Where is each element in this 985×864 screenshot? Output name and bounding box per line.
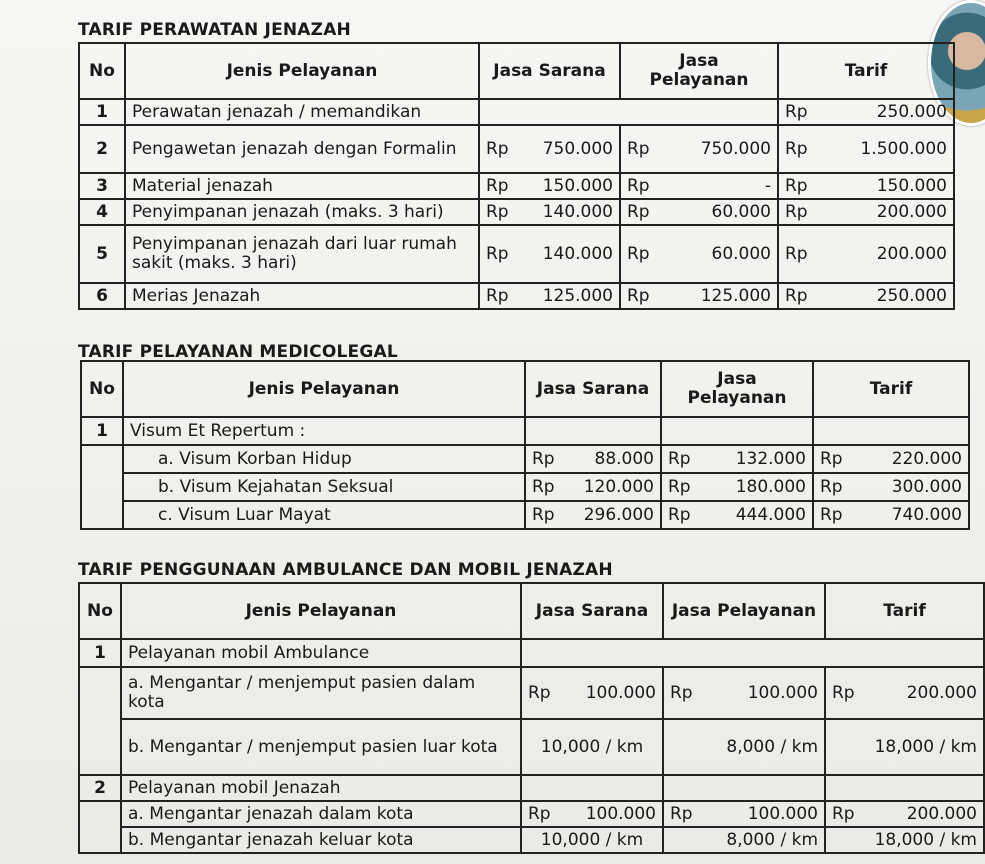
amount: 750.000 <box>542 138 613 159</box>
row-pelayanan <box>663 667 825 719</box>
amount: 100.000 <box>747 682 818 703</box>
row-sarana <box>479 225 620 283</box>
table-row <box>79 173 954 199</box>
currency-label: Rp <box>668 476 691 497</box>
amount: 140.000 <box>542 201 613 222</box>
amount: 150.000 <box>542 175 613 196</box>
section-title-perawatan: TARIF PERAWATAN JENAZAH <box>78 20 351 40</box>
amount: 250.000 <box>876 285 947 306</box>
header-pelayanan: Jasa Pelayanan <box>620 43 778 99</box>
table-row <box>81 501 969 529</box>
row-sarana <box>521 667 663 719</box>
row-sarana <box>479 283 620 309</box>
currency-label: Rp <box>785 101 808 122</box>
row-no: 1 <box>79 639 121 667</box>
row-service: Perawatan jenazah / memandikan <box>125 99 479 125</box>
row-no: 5 <box>79 225 125 283</box>
row-no: 4 <box>79 199 125 225</box>
row-tarif <box>813 445 969 473</box>
amount: 60.000 <box>711 201 771 222</box>
currency-label: Rp <box>528 682 551 703</box>
currency-label: Rp <box>785 243 808 264</box>
currency-label: Rp <box>528 803 551 824</box>
amount: 200.000 <box>906 803 977 824</box>
row-service: Visum Et Repertum : <box>123 417 525 445</box>
row-pelayanan <box>620 125 778 173</box>
row-no: 2 <box>79 125 125 173</box>
table-perawatan-jenazah <box>78 42 955 310</box>
row-tarif <box>778 99 954 125</box>
table-row <box>81 473 969 501</box>
row-empty-cell <box>521 639 984 667</box>
currency-label: Rp <box>668 504 691 525</box>
amount: 125.000 <box>542 285 613 306</box>
row-empty-cell <box>479 99 778 125</box>
amount: 100.000 <box>585 682 656 703</box>
table-row <box>79 719 984 775</box>
currency-label: Rp <box>670 682 693 703</box>
row-pelayanan: 8,000 / km <box>663 827 825 853</box>
row-pelayanan <box>661 501 813 529</box>
row-pelayanan <box>663 801 825 827</box>
row-service: a. Visum Korban Hidup <box>123 445 525 473</box>
row-sarana <box>479 125 620 173</box>
currency-label: Rp <box>785 285 808 306</box>
amount: 180.000 <box>735 476 806 497</box>
header-no: No <box>81 361 123 417</box>
row-no: 2 <box>79 775 121 801</box>
currency-label: Rp <box>627 138 650 159</box>
table-row <box>79 225 954 283</box>
row-tarif <box>813 501 969 529</box>
currency-label: Rp <box>532 504 555 525</box>
header-no: No <box>79 43 125 99</box>
currency-label: Rp <box>832 682 855 703</box>
header-sarana: Jasa Sarana <box>525 361 661 417</box>
header-sarana: Jasa Sarana <box>479 43 620 99</box>
amount: 150.000 <box>876 175 947 196</box>
row-tarif <box>825 667 984 719</box>
row-tarif <box>778 283 954 309</box>
amount: 200.000 <box>876 243 947 264</box>
row-tarif: 18,000 / km <box>825 827 984 853</box>
table-row <box>81 445 969 473</box>
currency-label: Rp <box>532 448 555 469</box>
row-no: 1 <box>79 99 125 125</box>
amount: 750.000 <box>700 138 771 159</box>
row-sarana <box>479 173 620 199</box>
row-empty-cell <box>525 417 661 445</box>
amount: 100.000 <box>747 803 818 824</box>
header-pelayanan: Jasa Pelayanan <box>661 361 813 417</box>
table-row <box>79 801 984 827</box>
row-pelayanan <box>661 445 813 473</box>
header-no: No <box>79 583 121 639</box>
section-title-medicolegal: TARIF PELAYANAN MEDICOLEGAL <box>78 342 398 362</box>
row-sarana <box>479 199 620 225</box>
currency-label: Rp <box>832 803 855 824</box>
header-service: Jenis Pelayanan <box>123 361 525 417</box>
currency-label: Rp <box>670 803 693 824</box>
header-tarif: Tarif <box>825 583 984 639</box>
currency-label: Rp <box>627 243 650 264</box>
currency-label: Rp <box>486 201 509 222</box>
row-no: 1 <box>81 417 123 445</box>
amount: 100.000 <box>585 803 656 824</box>
row-pelayanan <box>620 199 778 225</box>
table-ambulance <box>78 582 985 854</box>
row-service: Merias Jenazah <box>125 283 479 309</box>
currency-label: Rp <box>486 243 509 264</box>
row-tarif <box>813 473 969 501</box>
amount: 60.000 <box>711 243 771 264</box>
row-service: Material jenazah <box>125 173 479 199</box>
amount: 200.000 <box>876 201 947 222</box>
row-service: Pelayanan mobil Jenazah <box>121 775 521 801</box>
table-row <box>79 667 984 719</box>
row-pelayanan <box>620 225 778 283</box>
row-no: 6 <box>79 283 125 309</box>
amount: 125.000 <box>700 285 771 306</box>
currency-label: Rp <box>532 476 555 497</box>
row-service: Penyimpanan jenazah (maks. 3 hari) <box>125 199 479 225</box>
row-service: Pelayanan mobil Ambulance <box>121 639 521 667</box>
table-row <box>79 125 954 173</box>
row-tarif <box>778 173 954 199</box>
currency-label: Rp <box>785 175 808 196</box>
header-service: Jenis Pelayanan <box>121 583 521 639</box>
row-no-empty <box>81 445 123 529</box>
row-sarana <box>525 473 661 501</box>
row-pelayanan <box>620 173 778 199</box>
row-pelayanan <box>661 473 813 501</box>
table-row <box>79 827 984 853</box>
table-row <box>79 99 954 125</box>
row-service: b. Mengantar / menjemput pasien luar kota <box>121 719 521 775</box>
amount: - <box>764 175 771 196</box>
row-tarif: 18,000 / km <box>825 719 984 775</box>
amount: 220.000 <box>891 448 962 469</box>
row-tarif <box>778 125 954 173</box>
table-header-row <box>81 361 969 417</box>
amount: 296.000 <box>583 504 654 525</box>
header-service: Jenis Pelayanan <box>125 43 479 99</box>
row-empty-cell <box>825 775 984 801</box>
table-row <box>79 199 954 225</box>
row-tarif <box>825 801 984 827</box>
header-tarif: Tarif <box>813 361 969 417</box>
row-empty-cell <box>661 417 813 445</box>
currency-label: Rp <box>486 175 509 196</box>
currency-label: Rp <box>486 285 509 306</box>
table-header-row <box>79 583 984 639</box>
amount: 250.000 <box>876 101 947 122</box>
header-pelayanan: Jasa Pelayanan <box>663 583 825 639</box>
row-service: Penyimpanan jenazah dari luar rumah sakit (maks. 3 hari) <box>125 225 479 283</box>
currency-label: Rp <box>820 504 843 525</box>
amount: 140.000 <box>542 243 613 264</box>
row-sarana <box>525 445 661 473</box>
amount: 444.000 <box>735 504 806 525</box>
amount: 132.000 <box>735 448 806 469</box>
amount: 1.500.000 <box>860 138 947 159</box>
row-empty-cell <box>663 775 825 801</box>
row-service: b. Visum Kejahatan Seksual <box>123 473 525 501</box>
header-tarif: Tarif <box>778 43 954 99</box>
row-service: c. Visum Luar Mayat <box>123 501 525 529</box>
table-row <box>79 775 984 801</box>
currency-label: Rp <box>820 448 843 469</box>
currency-label: Rp <box>820 476 843 497</box>
row-sarana: 10,000 / km <box>521 827 663 853</box>
table-row <box>79 283 954 309</box>
table-row <box>81 417 969 445</box>
row-pelayanan: 8,000 / km <box>663 719 825 775</box>
row-pelayanan <box>620 283 778 309</box>
header-sarana: Jasa Sarana <box>521 583 663 639</box>
row-no-empty <box>79 801 121 853</box>
table-medicolegal <box>80 360 970 530</box>
row-tarif <box>778 199 954 225</box>
section-title-ambulance: TARIF PENGGUNAAN AMBULANCE DAN MOBIL JENAZAH <box>78 560 613 580</box>
currency-label: Rp <box>627 201 650 222</box>
amount: 300.000 <box>891 476 962 497</box>
row-sarana <box>521 801 663 827</box>
currency-label: Rp <box>785 138 808 159</box>
amount: 120.000 <box>583 476 654 497</box>
row-service: a. Mengantar jenazah dalam kota <box>121 801 521 827</box>
row-empty-cell <box>813 417 969 445</box>
row-service: Pengawetan jenazah dengan Formalin <box>125 125 479 173</box>
table-row <box>79 639 984 667</box>
row-tarif <box>778 225 954 283</box>
currency-label: Rp <box>627 175 650 196</box>
row-service: a. Mengantar / menjemput pasien dalam kota <box>121 667 521 719</box>
table-header-row <box>79 43 954 99</box>
currency-label: Rp <box>785 201 808 222</box>
row-no: 3 <box>79 173 125 199</box>
row-service: b. Mengantar jenazah keluar kota <box>121 827 521 853</box>
amount: 200.000 <box>906 682 977 703</box>
amount: 740.000 <box>891 504 962 525</box>
currency-label: Rp <box>627 285 650 306</box>
row-sarana <box>525 501 661 529</box>
amount: 88.000 <box>594 448 654 469</box>
currency-label: Rp <box>486 138 509 159</box>
row-empty-cell <box>521 775 663 801</box>
row-no-empty <box>79 667 121 775</box>
currency-label: Rp <box>668 448 691 469</box>
row-sarana: 10,000 / km <box>521 719 663 775</box>
